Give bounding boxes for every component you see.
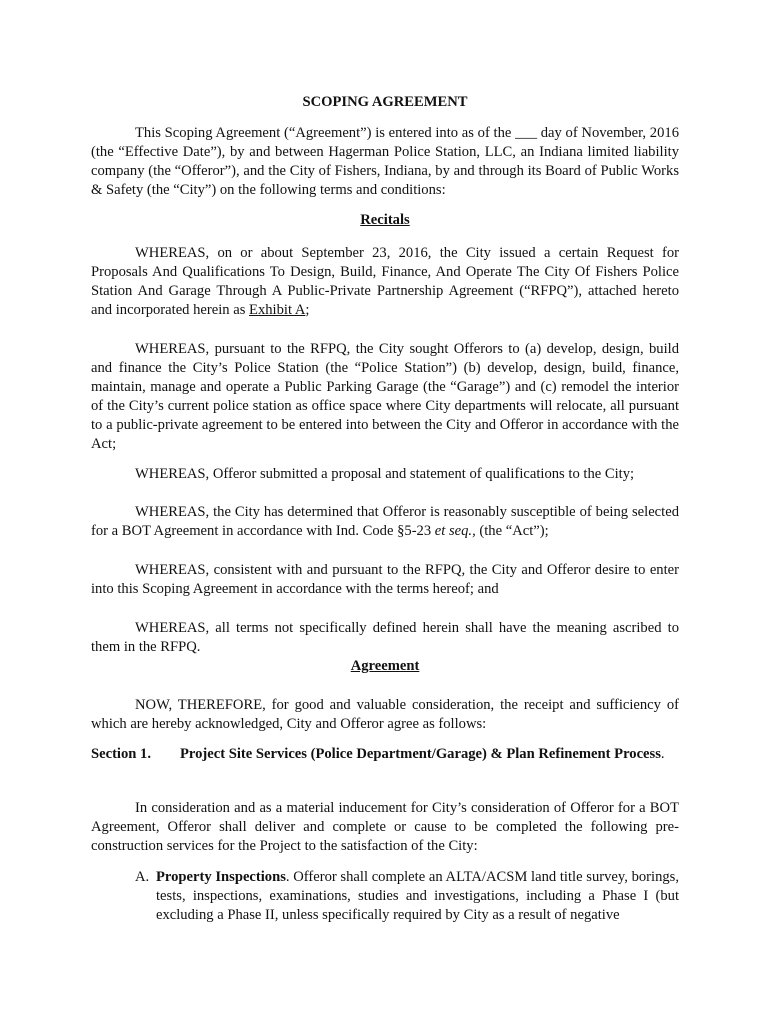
whereas-paragraph-2: WHEREAS, pursuant to the RFPQ, the City sought Offerors to (a) develop, design, build and finance the City’s Police Station (the “Police Station”) (b) develop, design, build, finance, maintain, manage and operate a Public Parking Garage (the “Garage”) and (c) remodel the interior of the City’s current police station as office space where City departments will relocate, all pursuant to a public-private agreement to be entered into between the City and Offeror in accordance with the Act; [91, 341, 679, 452]
item-a-letter: A. [135, 869, 150, 885]
exhibit-a-reference: Exhibit A [249, 302, 306, 318]
whereas-1-end: ; [305, 302, 310, 318]
intro-paragraph: This Scoping Agreement (“Agreement”) is entered into as of the ___ day of November, 2016 (the “Effective Date”), by and between Hagerman Police Station, LLC, an Indiana limited liability company (the “Offeror”), and the City of Fishers, Indiana, by and through its Board of Public Works & Safety (the “City”) on the following terms and conditions: [91, 125, 679, 198]
item-a-paragraph [156, 868, 679, 925]
whereas-4-end: (the “Act”); [475, 523, 549, 539]
whereas-paragraph-3: WHEREAS, Offeror submitted a proposal and statement of qualifications to the City; [135, 466, 635, 482]
section-1-body: In consideration and as a material inducement for City’s consideration of Offeror for a BOT Agreement, Offeror shall deliver and complete or cause to be completed the following pre-construction services for the Project to the satisfaction of the City: [91, 800, 679, 854]
item-a-body: . Offeror shall complete an ALTA/ACSM land title survey, borings, tests, inspections, examinations, studies and investigations, including a Phase I (but excluding a Phase II, unless specifically required by City as a result of negative [156, 869, 679, 923]
whereas-1-text: WHEREAS, on or about September 23, 2016, the City issued a certain Request for Proposals And Qualifications To Design, Build, Finance, And Operate The City Of Fishers Police Station And Garage Through A Public-Private Partnership Agreement (“RFPQ”), attached hereto and incorporated herein as [91, 245, 679, 318]
whereas-paragraph-1 [91, 244, 679, 320]
item-a-heading: Property Inspections [156, 869, 286, 885]
et-seq-italic: et seq., [434, 523, 476, 539]
section-1-title-text: Project Site Services (Police Department/Garage) & Plan Refinement Process [180, 746, 661, 762]
agreement-heading: Agreement [350, 658, 420, 674]
section-1-title [180, 745, 679, 764]
section-1-number: Section 1. [91, 746, 151, 762]
whereas-paragraph-4 [91, 503, 679, 541]
recitals-heading: Recitals [360, 212, 410, 228]
document-title: SCOPING AGREEMENT [302, 94, 468, 110]
whereas-paragraph-5: WHEREAS, consistent with and pursuant to the RFPQ, the City and Offeror desire to enter into this Scoping Agreement in accordance with the terms hereof; and [91, 562, 679, 597]
whereas-4-text: WHEREAS, the City has determined that Offeror is reasonably susceptible of being selected for a BOT Agreement in accordance with Ind. Code §5-23 [91, 504, 679, 539]
now-therefore-paragraph: NOW, THEREFORE, for good and valuable consideration, the receipt and sufficiency of which are hereby acknowledged, City and Offeror agree as follows: [91, 697, 679, 732]
whereas-paragraph-6: WHEREAS, all terms not specifically defined herein shall have the meaning ascribed to them in the RFPQ. [91, 620, 679, 655]
section-1-title-period: . [660, 746, 665, 762]
